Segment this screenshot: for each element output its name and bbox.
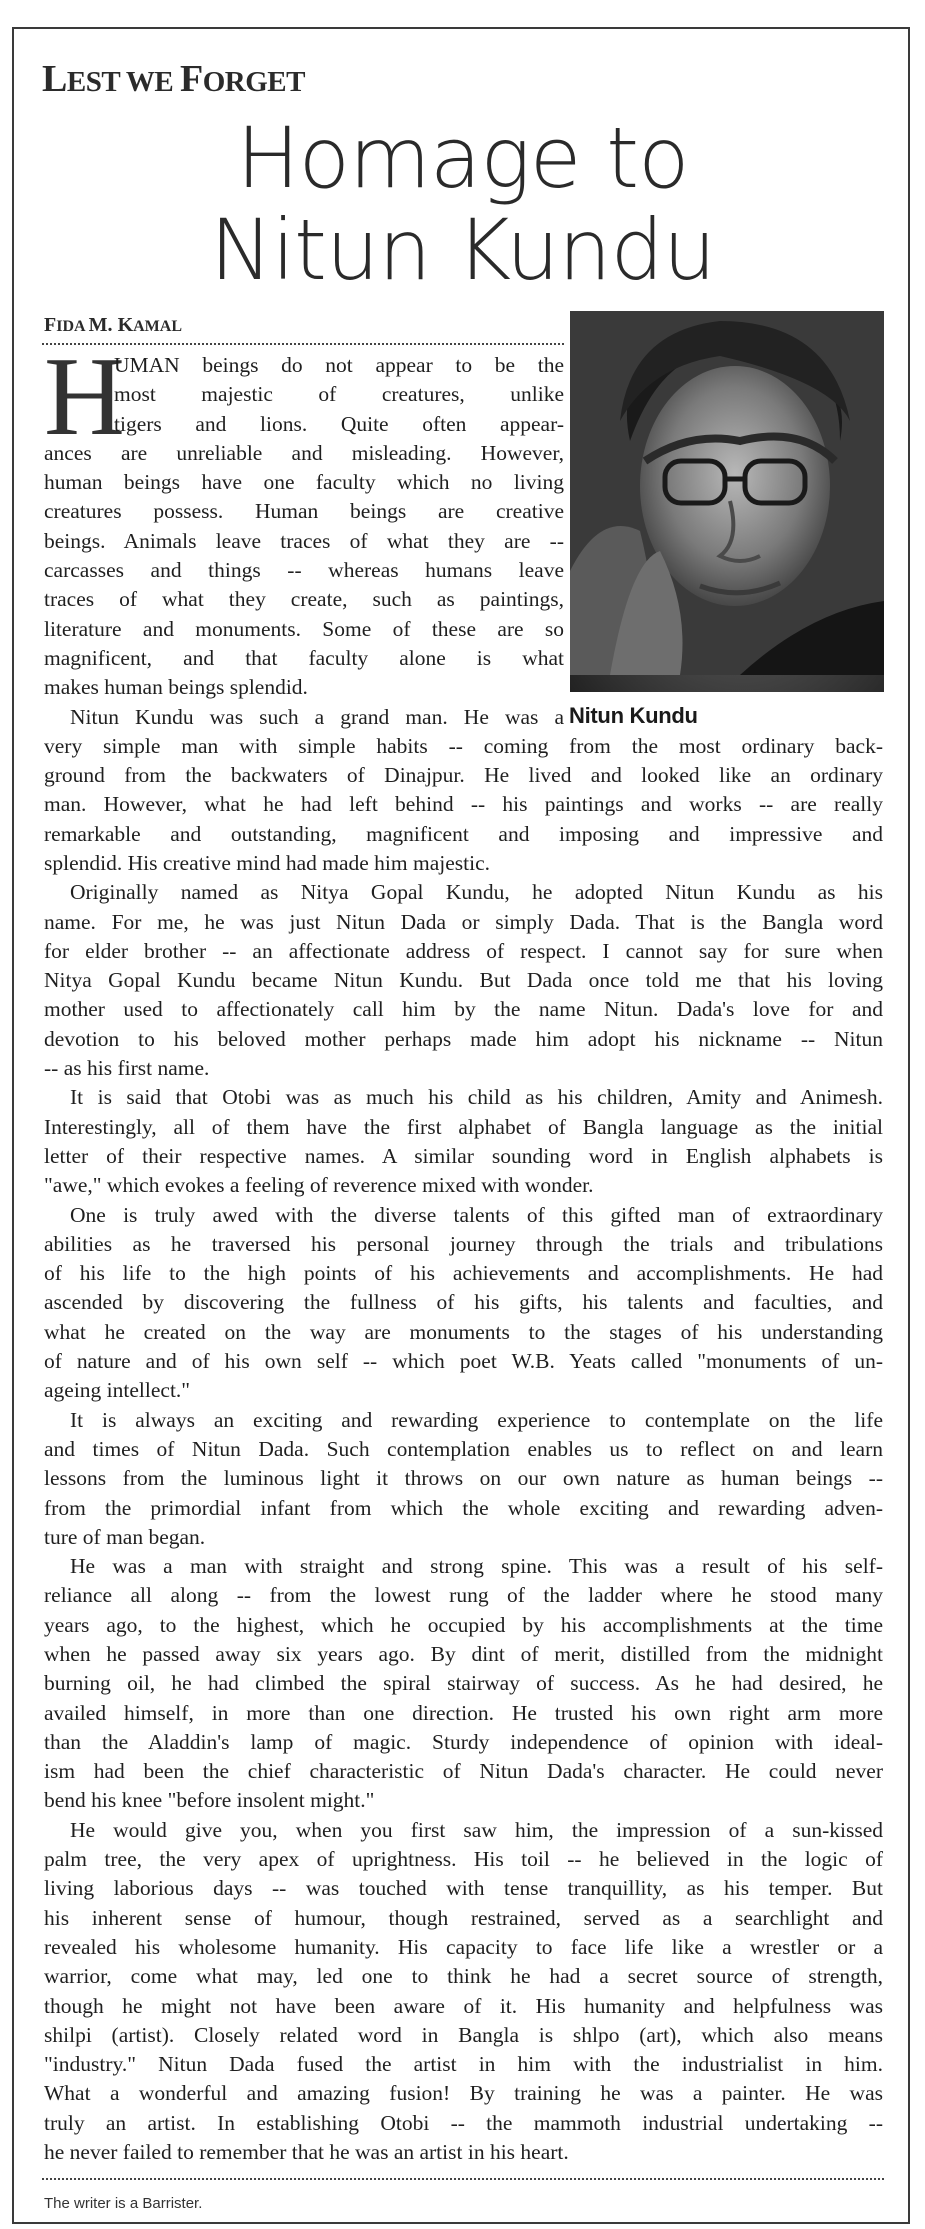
- body-line: letter of their respective names. A similar sounding word in English alphabets is: [44, 1144, 883, 1168]
- body-line: lessons from the luminous light it throws on our own nature as human beings --: [44, 1466, 883, 1490]
- body-line: name. For me, he was just Nitun Dada or simply Dada. That is the Bangla word: [44, 910, 883, 934]
- body-line: It is said that Otobi was as much his child as his children, Amity and Animesh.: [70, 1085, 883, 1109]
- body-line: ism had been the chief characteristic of Nitun Dada's character. He could never: [44, 1759, 883, 1783]
- body-line: abilities as he traversed his personal journey through the trials and tribulations: [44, 1232, 883, 1256]
- body-line: years ago, to the highest, which he occupied by his accomplishments at the time: [44, 1613, 883, 1637]
- body-line: revealed his wholesome humanity. His capacity to face life like a wrestler or a: [44, 1935, 883, 1959]
- body-line: "industry." Nitun Dada fused the artist in him with the industrialist in him.: [44, 2052, 883, 2076]
- body-line: tigers and lions. Quite often appear-: [114, 412, 564, 436]
- body-line: Nitun Kundu was such a grand man. He was a: [70, 705, 564, 729]
- body-line: magnificent, and that faculty alone is what: [44, 646, 564, 670]
- body-line: ture of man began.: [44, 1525, 206, 1549]
- body-line: living laborious days -- was touched with tense tranquillity, as his temper. But: [44, 1876, 883, 1900]
- body-line: Interestingly, all of them have the first alphabet of Bangla language as the initial: [44, 1115, 883, 1139]
- footer-divider: [42, 2178, 884, 2180]
- body-line: reliance all along -- from the lowest rung of the ladder where he stood many: [44, 1583, 883, 1607]
- photo-caption: Nitun Kundu: [569, 703, 698, 728]
- body-line: warrior, come what may, led one to think he had a secret source of strength,: [44, 1964, 883, 1988]
- body-line: It is always an exciting and rewarding experience to contemplate on the life: [70, 1408, 883, 1432]
- portrait-photo: [570, 311, 884, 692]
- body-line: though he might not have been aware of it. His humanity and helpfulness was: [44, 1994, 883, 2018]
- body-line: his inherent sense of humour, though restrained, served as a searchlight and: [44, 1906, 883, 1930]
- body-line: palm tree, the very apex of uprightness. His toil -- he believed in the logic of: [44, 1847, 883, 1871]
- body-line: human beings have one faculty which no living: [44, 470, 564, 494]
- body-line: splendid. His creative mind had made him majestic.: [44, 851, 491, 875]
- body-line: ances are unreliable and misleading. However,: [44, 441, 564, 465]
- headline-line-1: Homage to: [236, 109, 689, 207]
- body-line: What a wonderful and amazing fusion! By training he was a painter. He was: [44, 2081, 883, 2105]
- headline: [0, 109, 925, 299]
- body-line: he never failed to remember that he was an artist in his heart.: [44, 2140, 569, 2164]
- drop-cap: H: [44, 335, 125, 459]
- body-line: very simple man with simple habits -- coming from the most ordinary back-: [44, 734, 883, 758]
- body-line: literature and monuments. Some of these are so: [44, 617, 564, 641]
- section-kicker: LEST WE FORGET: [42, 58, 305, 100]
- body-line: creatures possess. Human beings are creative: [44, 499, 564, 523]
- body-line: Nitya Gopal Kundu became Nitun Kundu. But Dada once told me that his loving: [44, 968, 883, 992]
- body-line: when he passed away six years ago. By dint of merit, distilled from the midnight: [44, 1642, 883, 1666]
- body-line: of nature and of his own self -- which poet W.B. Yeats called "monuments of un-: [44, 1349, 883, 1373]
- body-line: carcasses and things -- whereas humans leave: [44, 558, 564, 582]
- body-line: most majestic of creatures, unlike: [114, 382, 564, 406]
- body-line: traces of what they create, such as paintings,: [44, 587, 564, 611]
- writer-note: The writer is a Barrister.: [44, 2195, 203, 2212]
- body-line: than the Aladdin's lamp of magic. Sturdy independence of opinion with ideal-: [44, 1730, 883, 1754]
- body-line: availed himself, in more than one direction. He trusted his own right arm more: [44, 1701, 883, 1725]
- body-line: shilpi (artist). Closely related word in Bangla is shlpo (art), which also means: [44, 2023, 883, 2047]
- body-line: mother used to affectionately call him by the name Nitun. Dada's love for and: [44, 997, 883, 1021]
- body-line: ground from the backwaters of Dinajpur. He lived and looked like an ordinary: [44, 763, 883, 787]
- body-line: bend his knee "before insolent might.": [44, 1788, 375, 1812]
- body-line: remarkable and outstanding, magnificent and imposing and impressive and: [44, 822, 883, 846]
- body-line: ascended by discovering the fullness of his gifts, his talents and faculties, and: [44, 1290, 883, 1314]
- body-line: "awe," which evokes a feeling of reverence mixed with wonder.: [44, 1173, 594, 1197]
- body-line: ageing intellect.": [44, 1378, 191, 1402]
- body-line: Originally named as Nitya Gopal Kundu, he adopted Nitun Kundu as his: [70, 880, 883, 904]
- body-line: and times of Nitun Dada. Such contemplation enables us to reflect on and learn: [44, 1437, 883, 1461]
- body-line: of his life to the high points of his achievements and accomplishments. He had: [44, 1261, 883, 1285]
- body-line: for elder brother -- an affectionate address of respect. I cannot say for sure when: [44, 939, 883, 963]
- byline: FIDA M. KAMAL: [44, 314, 183, 336]
- body-line: He would give you, when you first saw him, the impression of a sun-kissed: [70, 1818, 883, 1842]
- body-line: beings. Animals leave traces of what they are --: [44, 529, 564, 553]
- body-line: truly an artist. In establishing Otobi -- the mammoth industrial undertaking --: [44, 2111, 883, 2135]
- body-line: He was a man with straight and strong spine. This was a result of his self-: [70, 1554, 883, 1578]
- headline-line-2: Nitun Kundu: [209, 201, 716, 299]
- body-line: what he created on the way are monuments to the stages of his understanding: [44, 1320, 883, 1344]
- body-line: -- as his first name.: [44, 1056, 210, 1080]
- body-line: from the primordial infant from which the whole exciting and rewarding adven-: [44, 1496, 883, 1520]
- body-line: One is truly awed with the diverse talents of this gifted man of extraordinary: [70, 1203, 883, 1227]
- body-line: makes human beings splendid.: [44, 675, 308, 699]
- body-line: burning oil, he had climbed the spiral stairway of success. As he had desired, he: [44, 1671, 883, 1695]
- body-line: devotion to his beloved mother perhaps made him adopt his nickname -- Nitun: [44, 1027, 883, 1051]
- body-line: UMAN beings do not appear to be the: [114, 353, 564, 377]
- body-line: man. However, what he had left behind -- his paintings and works -- are really: [44, 792, 883, 816]
